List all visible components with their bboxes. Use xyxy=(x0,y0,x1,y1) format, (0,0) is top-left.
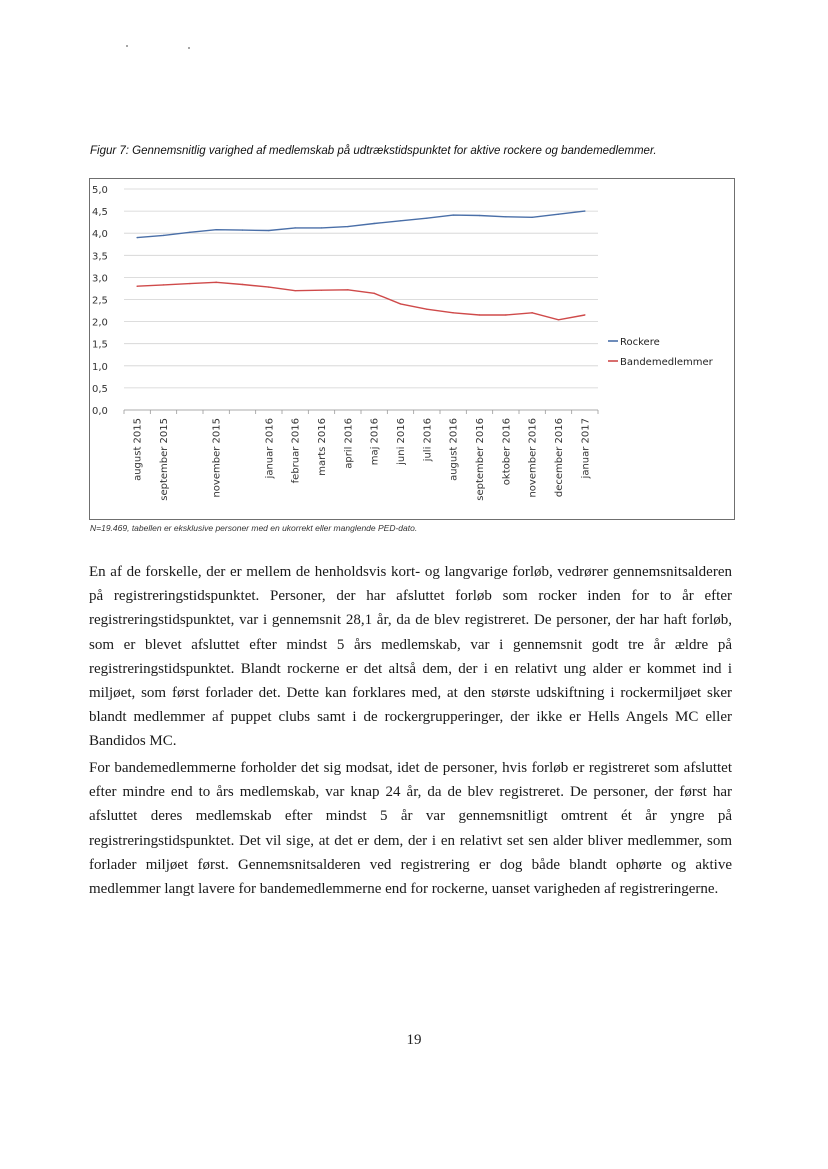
y-tick-label: 2,5 xyxy=(92,295,108,307)
data-point xyxy=(373,293,374,294)
x-tick-label: marts 2016 xyxy=(317,418,328,476)
y-tick-label: 4,5 xyxy=(92,207,108,219)
x-tick-label: juni 2016 xyxy=(396,418,407,465)
x-tick-label: december 2016 xyxy=(554,418,565,498)
data-point xyxy=(558,213,559,214)
x-tick-label: januar 2017 xyxy=(580,418,592,479)
data-point xyxy=(215,229,216,230)
data-point xyxy=(347,289,348,290)
page-number: 19 xyxy=(406,1032,422,1048)
y-tick-label: 0,0 xyxy=(92,406,108,417)
data-point xyxy=(215,282,216,283)
data-point xyxy=(505,314,506,315)
data-point xyxy=(400,220,401,221)
data-point xyxy=(321,227,322,228)
x-tick-label: juli 2016 xyxy=(422,418,434,462)
x-tick-label: januar 2016 xyxy=(264,418,276,479)
data-point xyxy=(584,314,585,315)
data-point xyxy=(400,303,401,304)
y-tick-label: 2,0 xyxy=(92,317,108,329)
data-point xyxy=(163,284,164,285)
y-tick-label: 4,0 xyxy=(92,229,108,241)
data-point xyxy=(531,217,532,218)
data-point xyxy=(347,226,348,227)
data-point xyxy=(136,286,137,287)
data-point xyxy=(321,290,322,291)
data-point xyxy=(294,290,295,291)
x-tick-label: oktober 2016 xyxy=(501,418,513,486)
figure-note: N=19.469, tabellen er eksklusive personer med en ukorrekt eller manglende PED-dato. xyxy=(90,523,418,533)
data-point xyxy=(558,319,559,320)
y-tick-label: 1,5 xyxy=(92,339,108,351)
x-tick-label: februar 2016 xyxy=(290,418,302,484)
x-tick-label: maj 2016 xyxy=(369,418,381,466)
y-tick-label: 1,0 xyxy=(92,361,108,373)
body-paragraph-1: En af de forskelle, der er mellem de henholdsvis kort- og langvarige forløb, vedrører gennemsnitsalderen på registreringstidspunktet. Personer, der har afsluttet forløb som rocker inden for to år efter registreringstidspunktet, var i gennemsnit 28,1 år, da de blev registreret. De personer, der har haft forløb, som er blevet afsluttet efter mindst 5 års medlemskab, var i gennemsnit godt tre år ældre på registreringstidspunktet. Blandt rockerne er det altså dem, der i en relativt ung alder er kommet ind i miljøet, som først forlader det. Dette kan forklares med, at den største udskiftning i rockermiljøet sker blandt medlemmer af puppet clubs samt i de rockergrupperinger, der ikke er Hells Angels MC eller Bandidos MC. xyxy=(89,564,732,750)
x-tick-label: august 2015 xyxy=(132,418,144,481)
data-point xyxy=(479,215,480,216)
data-point xyxy=(189,232,190,233)
data-point xyxy=(426,309,427,310)
scan-speck xyxy=(188,47,190,49)
data-point xyxy=(163,235,164,236)
x-tick-label: september 2015 xyxy=(159,418,170,501)
data-point xyxy=(479,314,480,315)
y-tick-label: 5,0 xyxy=(92,185,108,196)
x-tick-label: april 2016 xyxy=(343,418,355,469)
y-tick-label: 0,5 xyxy=(92,383,108,395)
data-point xyxy=(426,217,427,218)
data-point xyxy=(531,312,532,313)
data-point xyxy=(294,227,295,228)
legend-label: Rockere xyxy=(620,337,660,348)
data-point xyxy=(452,214,453,215)
data-point xyxy=(136,237,137,238)
x-tick-label: november 2015 xyxy=(211,418,223,498)
data-point xyxy=(242,284,243,285)
series-line-rockere xyxy=(137,211,585,238)
data-point xyxy=(584,210,585,211)
data-point xyxy=(268,286,269,287)
x-tick-label: august 2016 xyxy=(448,418,460,481)
data-point xyxy=(452,312,453,313)
x-tick-label: september 2016 xyxy=(475,418,486,501)
data-point xyxy=(505,216,506,217)
chart-frame xyxy=(89,178,735,520)
body-paragraph-2: For bandemedlemmerne forholder det sig modsat, idet de personer, hvis forløb er registreret som afsluttet efter mindre end to års medlemskab, var knap 24 år, da de blev registreret. De personer, der først har afsluttet deres medlemskab efter mindst 5 år var gennemsnitligt omtrent ét år yngre på registreringstidspunktet. Det vil sige, at det er dem, der i en relativt set sen alder bliver medlemmer, som forlader miljøet først. Gennemsnitsalderen ved registrering er dog både blandt ophørte og aktive medlemmer langt lavere for bandemedlemmerne end for rockerne, uanset varigheden af registreringerne. xyxy=(89,760,732,898)
x-tick-label: november 2016 xyxy=(527,417,539,498)
series-line-bandemedlemmer xyxy=(137,282,585,320)
y-tick-label: 3,0 xyxy=(92,273,108,285)
figure-caption: Figur 7: Gennemsnitlig varighed af medlemskab på udtrækstidspunktet for aktive rockere og bandemedlemmer. xyxy=(90,145,657,157)
data-point xyxy=(373,223,374,224)
y-tick-label: 3,5 xyxy=(92,251,108,263)
scan-speck xyxy=(126,45,128,47)
data-point xyxy=(189,283,190,284)
legend-label: Bandemedlemmer xyxy=(620,357,713,368)
data-point xyxy=(242,229,243,230)
line-chart xyxy=(90,179,736,521)
data-point xyxy=(268,230,269,231)
